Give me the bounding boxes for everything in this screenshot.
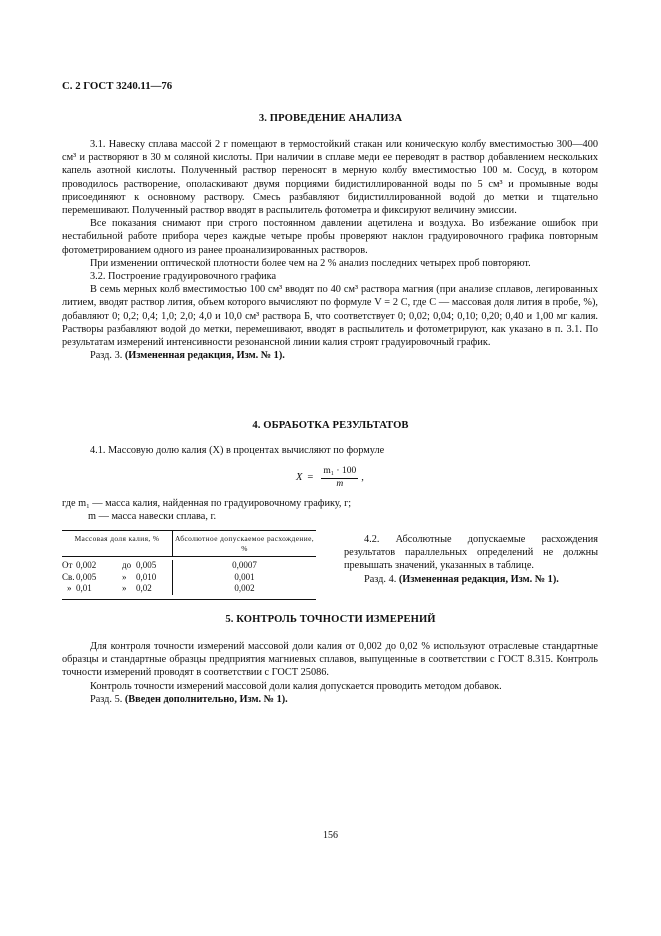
- paragraph-5-2: Контроль точности измерений массовой доли калия допускается проводить методом добавок.: [90, 680, 502, 692]
- section-5-title: 5. КОНТРОЛЬ ТОЧНОСТИ ИЗМЕРЕНИЙ: [225, 614, 436, 625]
- row-mid: »: [122, 583, 127, 593]
- note-bold: (Введен дополнительно, Изм. № 1).: [124, 693, 288, 705]
- row-tolerance: 0,001: [234, 571, 255, 582]
- row-to: 0,005: [136, 560, 157, 570]
- row-prefix: Св.: [62, 571, 75, 582]
- row-from: 0,002: [76, 560, 97, 570]
- formula-fraction: [321, 466, 358, 490]
- legend-m1: где m₁ — масса калия, найденная по градуировочному графику, г;: [62, 498, 352, 509]
- formula-legend: [62, 497, 482, 523]
- formula-lhs: X: [296, 472, 303, 484]
- section-4-intro: [62, 444, 598, 457]
- table-header-mass-fraction: Массовая доля калия, %: [62, 531, 173, 556]
- row-from: 0,005: [76, 571, 97, 582]
- formula-numerator: m₁ · 100: [321, 466, 358, 479]
- section-5-amendment-note: [62, 693, 598, 706]
- table-row: [62, 572, 316, 584]
- paragraph-3-2: В семь мерных колб вместимостью 100 см³ вводят по 40 см³ раствора магния (при анализе сплавов, легированных литием, вводят раствор лития, объем которого вычисляют по формуле V = 2 C, где C — массовая доля лития в пробе, %), добавляют 0; 0,2; 0,4; 1,0; 2,0; 4,0 и 10,0 см³ раствора Б, что соответствует 0; 0,02; 0,04; 0,10; 0,20; 0,40 и 1,00 мг калия. Растворы разбавляют водой до метки, перемешивают, вводят в распылитель и фотометрируют, как указано в п. 3.1. По результатам измерений интенсивности резонансной линии калия строят градуировочный график.: [62, 284, 598, 349]
- note-prefix: Разд. 4.: [364, 573, 399, 585]
- section-5-body: [62, 640, 598, 706]
- table-header: [62, 531, 316, 557]
- section-3-body: [62, 138, 598, 362]
- section-3-amendment-note: [62, 349, 598, 362]
- row-from: 0,01: [76, 583, 92, 593]
- paragraph-3-1: 3.1. Навеску сплава массой 2 г помещают в термостойкий стакан или коническую колбу вместимостью 300—400 см³ и растворяют в 30 м соляной кислоты. При наличии в сплаве меди ее переводят в раствор добавлением нескольких капель азотной кислоты. Полученный раствор переносят в мерную колбу вместимостью 100 м. Сосуд, в котором проводилось растворение, ополаскивают двумя порциями бидистиллированной воды по 5 см³ и промывные воды присоединяют к основному раствору. Смесь разбавляют бидистиллированной водой до метки и тщательно перемешивают. Полученный раствор вводят в распылитель фотометра и фиксируют величину эмиссии.: [62, 139, 598, 217]
- section-4-title: 4. ОБРАБОТКА РЕЗУЛЬТАТОВ: [252, 420, 409, 431]
- table-row: [62, 583, 316, 595]
- formula: [296, 466, 364, 490]
- section-3-title: 3. ПРОВЕДЕНИЕ АНАЛИЗА: [258, 113, 403, 124]
- paragraph-3-1-repeat: При изменении оптической плотности более чем на 2 % анализ последних четырех проб повторяют.: [90, 257, 531, 269]
- row-tolerance: 0,0007: [232, 560, 257, 570]
- row-mid: »: [122, 571, 127, 582]
- row-to: 0,02: [136, 583, 152, 593]
- paragraph-3-2-heading: 3.2. Построение градуировочного графика: [90, 271, 277, 283]
- row-to: 0,010: [136, 571, 157, 582]
- note-bold: (Измененная редакция, Изм. № 1).: [124, 350, 285, 362]
- note-bold: (Измененная редакция, Изм. № 1).: [398, 573, 559, 585]
- note-prefix: Разд. 5.: [90, 693, 125, 705]
- formula-equals: =: [307, 472, 314, 484]
- row-mid: до: [122, 560, 132, 570]
- row-tolerance: 0,002: [234, 583, 255, 593]
- tolerance-table: [62, 530, 316, 600]
- paragraph-3-1-conditions: Все показания снимают при строго постоянном давлении ацетилена и воздуха. Во избежание ошибок при нестабильной работе прибора через каждые четыре пробы проверяют наклон градуировочного графика повторным фотометрированием одного из ранее проанализированных растворов.: [62, 218, 598, 256]
- running-head: С. 2 ГОСТ 3240.11—76: [62, 80, 173, 92]
- row-prefix: »: [67, 583, 72, 593]
- paragraph-4-2: 4.2. Абсолютные допускаемые расхождения результатов параллельных определений не должны превышать значений, указанных в таблице.: [344, 534, 598, 572]
- page-number: 156: [323, 830, 338, 841]
- table-row: [62, 560, 316, 572]
- formula-tail: ,: [361, 472, 364, 484]
- table-header-tolerance: Абсолютное допускаемое расхождение, %: [174, 534, 315, 553]
- section-4-2-block: [344, 533, 598, 586]
- formula-denominator: m: [336, 479, 344, 489]
- legend-m: m — масса навески сплава, г.: [88, 511, 217, 523]
- section-4-amendment-note: [344, 573, 598, 586]
- row-prefix: От: [62, 560, 73, 570]
- paragraph-4-1: 4.1. Массовую долю калия (X) в процентах вычисляют по формуле: [90, 445, 385, 456]
- paragraph-5-1: Для контроля точности измерений массовой доли калия от 0,002 до 0,02 % используют отраслевые стандартные образцы и стандартные образцы предприятия магниевых сплавов, выпущенные в соответствии с ГОСТ 8.315. Контроль точности измерений проводят в соответствии с ГОСТ 25086.: [62, 641, 598, 679]
- note-prefix: Разд. 3.: [90, 350, 125, 362]
